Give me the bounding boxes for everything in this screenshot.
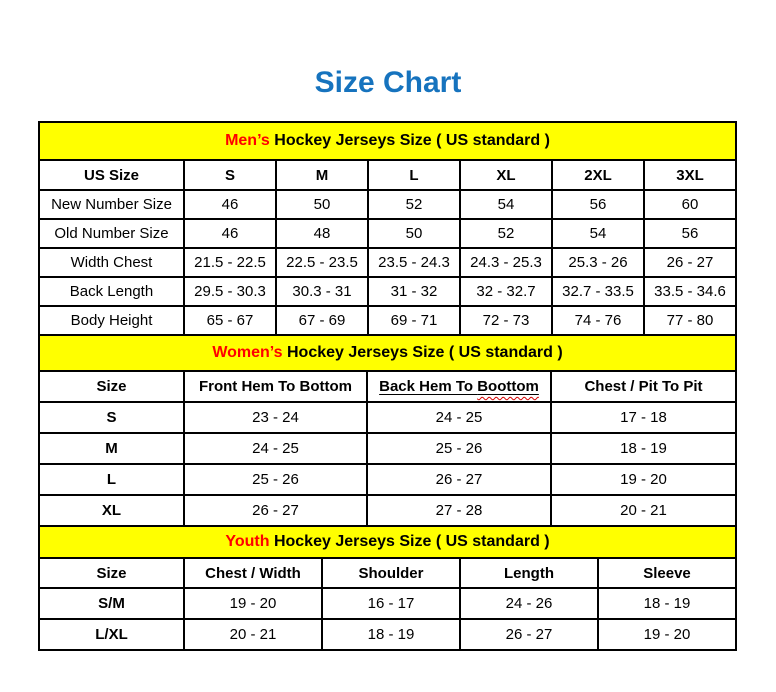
row-label: Body Height: [40, 307, 185, 334]
cell: 54: [461, 191, 553, 218]
cell: 16 - 17: [323, 589, 461, 618]
table-row-new-number-size: [40, 191, 735, 220]
mens-section-banner: [40, 123, 735, 161]
table-row-womens-l: [40, 465, 735, 496]
column-header-chest-width: Chest / Width: [185, 559, 323, 587]
cell: 24 - 25: [185, 434, 368, 463]
table-row-body-height: [40, 307, 735, 336]
column-header-size: Size: [40, 559, 185, 587]
mens-header-row: [40, 161, 735, 191]
cell: 50: [369, 220, 461, 247]
cell: 20 - 21: [185, 620, 323, 649]
cell: 18 - 19: [620, 440, 667, 457]
row-label: Width Chest: [40, 249, 185, 276]
cell: 18 - 19: [643, 595, 691, 612]
cell: 25 - 26: [368, 434, 552, 463]
cell: 65 - 67: [185, 307, 277, 334]
misspelled-word: Boottom: [477, 378, 539, 395]
womens-banner-highlight: Women’s: [212, 344, 283, 361]
cell: 17 - 18: [620, 409, 667, 426]
column-header-shoulder: Shoulder: [323, 559, 461, 587]
cell: 24 - 26: [461, 589, 599, 618]
cell: 67 - 69: [277, 307, 369, 334]
youth-banner-text: Hockey Jerseys Size ( US standard ): [269, 533, 550, 550]
cell: 26 - 27: [368, 465, 552, 494]
column-header-xl: XL: [461, 161, 553, 189]
column-header-l: L: [369, 161, 461, 189]
cell: 24.3 - 25.3: [461, 249, 553, 276]
table-row-old-number-size: [40, 220, 735, 249]
column-header-m: M: [277, 161, 369, 189]
table-row-width-chest: [40, 249, 735, 278]
table-row-youth-sm: [40, 589, 735, 620]
column-header-length: Length: [461, 559, 599, 587]
cell: 19 - 20: [643, 626, 691, 643]
cell: 23.5 - 24.3: [369, 249, 461, 276]
column-header-back-hem: [368, 372, 552, 401]
youth-banner-highlight: Youth: [225, 533, 270, 550]
table-row-womens-s: [40, 403, 735, 434]
womens-header-row: [40, 372, 735, 403]
cell: 56: [553, 191, 645, 218]
column-header-3xl: 3XL: [676, 166, 704, 184]
table-row-back-length: [40, 278, 735, 307]
youth-section: [40, 527, 735, 649]
cell: 56: [681, 225, 699, 242]
womens-banner-text: Hockey Jerseys Size ( US standard ): [282, 344, 563, 361]
cell: 50: [277, 191, 369, 218]
row-label: New Number Size: [40, 191, 185, 218]
row-label: XL: [40, 496, 185, 525]
cell: 52: [461, 220, 553, 247]
cell: 69 - 71: [369, 307, 461, 334]
cell: 18 - 19: [323, 620, 461, 649]
cell: 72 - 73: [461, 307, 553, 334]
cell: 23 - 24: [185, 403, 368, 432]
row-label: Old Number Size: [40, 220, 185, 247]
cell: 31 - 32: [369, 278, 461, 305]
cell: 32 - 32.7: [461, 278, 553, 305]
page-title: Size Chart: [314, 66, 462, 99]
cell: 19 - 20: [620, 471, 667, 488]
cell: 26 - 27: [666, 254, 714, 271]
row-label: M: [40, 434, 185, 463]
cell: 33.5 - 34.6: [654, 283, 726, 300]
cell: 19 - 20: [185, 589, 323, 618]
row-label: S/M: [40, 589, 185, 618]
back-hem-text: Back Hem To: [379, 378, 478, 395]
mens-section: [40, 123, 735, 336]
cell: 26 - 27: [461, 620, 599, 649]
cell: 54: [553, 220, 645, 247]
cell: 27 - 28: [368, 496, 552, 525]
column-header-sleeve: Sleeve: [643, 564, 691, 582]
column-header-2xl: 2XL: [553, 161, 645, 189]
mens-banner-highlight: Men’s: [225, 132, 270, 149]
cell: 77 - 80: [666, 312, 714, 329]
column-header-front-hem: Front Hem To Bottom: [185, 372, 368, 401]
womens-section-banner: [40, 336, 735, 372]
column-header-s: S: [185, 161, 277, 189]
table-row-womens-xl: [40, 496, 735, 527]
cell: 46: [185, 191, 277, 218]
cell: 52: [369, 191, 461, 218]
mens-banner-text: Hockey Jerseys Size ( US standard ): [269, 132, 550, 149]
row-label: Back Length: [40, 278, 185, 305]
column-header-chest-pit: Chest / Pit To Pit: [584, 378, 703, 395]
cell: 30.3 - 31: [277, 278, 369, 305]
row-label: L/XL: [40, 620, 185, 649]
cell: 22.5 - 23.5: [277, 249, 369, 276]
row-label: L: [40, 465, 185, 494]
cell: 26 - 27: [185, 496, 368, 525]
cell: 46: [185, 220, 277, 247]
table-row-youth-lxl: [40, 620, 735, 649]
table-row-womens-m: [40, 434, 735, 465]
cell: 20 - 21: [620, 502, 667, 519]
size-chart-table: [38, 121, 737, 651]
column-header-size: Size: [40, 372, 185, 401]
column-header-us-size: US Size: [40, 161, 185, 189]
cell: 29.5 - 30.3: [185, 278, 277, 305]
cell: 21.5 - 22.5: [185, 249, 277, 276]
cell: 25.3 - 26: [553, 249, 645, 276]
cell: 74 - 76: [553, 307, 645, 334]
row-label: S: [40, 403, 185, 432]
underlined-text: [379, 378, 539, 395]
cell: 25 - 26: [185, 465, 368, 494]
youth-header-row: [40, 559, 735, 589]
cell: 32.7 - 33.5: [553, 278, 645, 305]
cell: 60: [681, 196, 699, 213]
womens-section: [40, 336, 735, 527]
cell: 48: [277, 220, 369, 247]
youth-section-banner: [40, 527, 735, 559]
cell: 24 - 25: [368, 403, 552, 432]
